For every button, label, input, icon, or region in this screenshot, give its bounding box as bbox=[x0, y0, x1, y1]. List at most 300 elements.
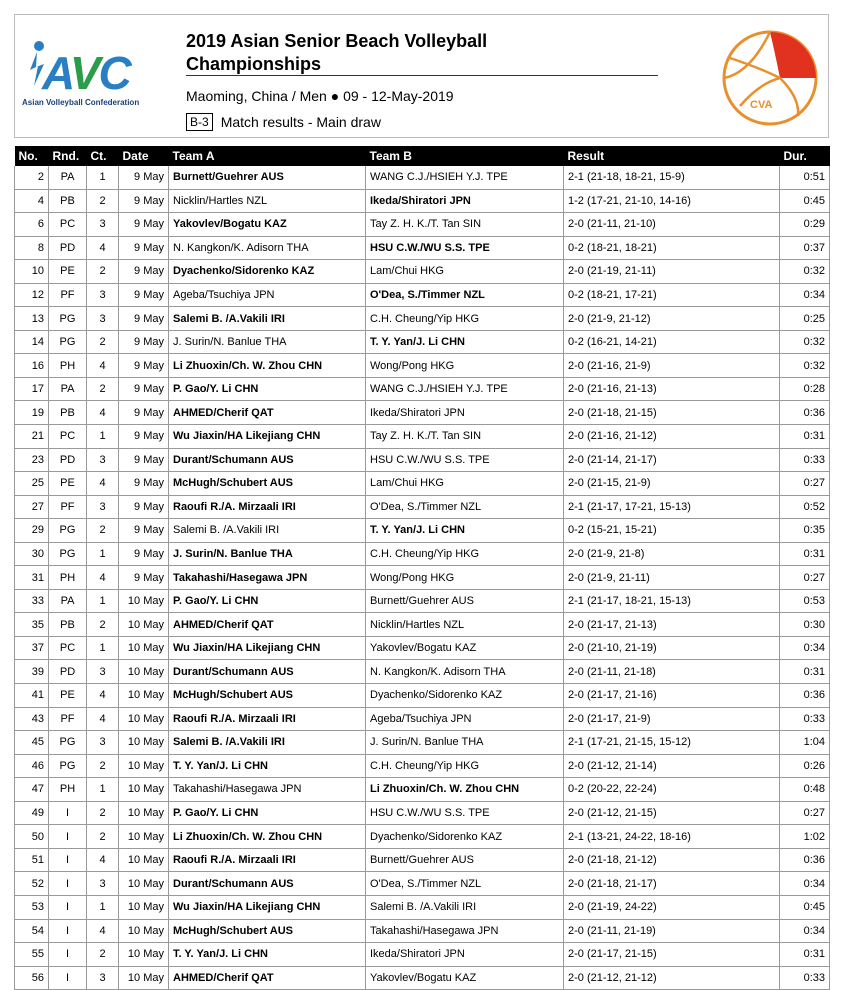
team-a: McHugh/Schubert AUS bbox=[169, 472, 366, 496]
match-number: 17 bbox=[15, 377, 49, 401]
result: 2-0 (21-17, 21-16) bbox=[564, 684, 780, 708]
result: 2-1 (17-21, 21-15, 15-12) bbox=[564, 731, 780, 755]
result: 2-0 (21-12, 21-14) bbox=[564, 754, 780, 778]
table-row bbox=[15, 425, 830, 449]
team-a: Salemi B. /A.Vakili IRI bbox=[169, 731, 366, 755]
duration: 0:37 bbox=[780, 236, 830, 260]
match-date: 9 May bbox=[119, 495, 169, 519]
round: PB bbox=[49, 401, 87, 425]
team-b: Yakovlev/Bogatu KAZ bbox=[366, 636, 564, 660]
team-b: O'Dea, S./Timmer NZL bbox=[366, 283, 564, 307]
team-a: Wu Jiaxin/HA Likejiang CHN bbox=[169, 636, 366, 660]
duration: 0:27 bbox=[780, 472, 830, 496]
court: 2 bbox=[87, 825, 119, 849]
match-number: 46 bbox=[15, 754, 49, 778]
match-date: 10 May bbox=[119, 684, 169, 708]
match-number: 52 bbox=[15, 872, 49, 896]
table-row bbox=[15, 895, 830, 919]
round: PG bbox=[49, 731, 87, 755]
match-number: 19 bbox=[15, 401, 49, 425]
match-date: 9 May bbox=[119, 236, 169, 260]
round: PC bbox=[49, 425, 87, 449]
duration: 0:33 bbox=[780, 707, 830, 731]
match-date: 9 May bbox=[119, 472, 169, 496]
round: PD bbox=[49, 448, 87, 472]
result: 0-2 (16-21, 14-21) bbox=[564, 330, 780, 354]
table-row bbox=[15, 260, 830, 284]
court: 4 bbox=[87, 707, 119, 731]
court: 3 bbox=[87, 283, 119, 307]
match-number: 6 bbox=[15, 213, 49, 237]
table-row bbox=[15, 966, 830, 990]
team-b: Lam/Chui HKG bbox=[366, 472, 564, 496]
avc-letter-v: V bbox=[69, 47, 99, 99]
team-a: Durant/Schumann AUS bbox=[169, 448, 366, 472]
table-row bbox=[15, 542, 830, 566]
team-a: Dyachenko/Sidorenko KAZ bbox=[169, 260, 366, 284]
duration: 0:31 bbox=[780, 425, 830, 449]
result: 1-2 (17-21, 21-10, 14-16) bbox=[564, 189, 780, 213]
match-number: 29 bbox=[15, 519, 49, 543]
table-row bbox=[15, 754, 830, 778]
table-row bbox=[15, 213, 830, 237]
match-date: 9 May bbox=[119, 260, 169, 284]
duration: 0:27 bbox=[780, 566, 830, 590]
match-date: 10 May bbox=[119, 754, 169, 778]
court: 3 bbox=[87, 660, 119, 684]
team-a: P. Gao/Y. Li CHN bbox=[169, 589, 366, 613]
result: 2-0 (21-9, 21-8) bbox=[564, 542, 780, 566]
col-header-team-a: Team A bbox=[169, 146, 366, 166]
match-number: 2 bbox=[15, 166, 49, 189]
match-number: 55 bbox=[15, 943, 49, 967]
table-row bbox=[15, 872, 830, 896]
round: I bbox=[49, 801, 87, 825]
team-a: AHMED/Cherif QAT bbox=[169, 401, 366, 425]
court: 3 bbox=[87, 213, 119, 237]
result: 2-1 (21-18, 18-21, 15-9) bbox=[564, 166, 780, 189]
team-a: Salemi B. /A.Vakili IRI bbox=[169, 307, 366, 331]
duration: 0:31 bbox=[780, 943, 830, 967]
team-b: Ikeda/Shiratori JPN bbox=[366, 189, 564, 213]
team-a: P. Gao/Y. Li CHN bbox=[169, 377, 366, 401]
team-a: Salemi B. /A.Vakili IRI bbox=[169, 519, 366, 543]
team-b: Ageba/Tsuchiya JPN bbox=[366, 707, 564, 731]
result: 2-0 (21-12, 21-15) bbox=[564, 801, 780, 825]
round: PH bbox=[49, 354, 87, 378]
team-b: C.H. Cheung/Yip HKG bbox=[366, 542, 564, 566]
round: I bbox=[49, 872, 87, 896]
match-date: 9 May bbox=[119, 519, 169, 543]
match-number: 56 bbox=[15, 966, 49, 990]
result: 2-0 (21-16, 21-12) bbox=[564, 425, 780, 449]
match-number: 8 bbox=[15, 236, 49, 260]
team-b: HSU C.W./WU S.S. TPE bbox=[366, 801, 564, 825]
duration: 0:33 bbox=[780, 448, 830, 472]
team-b: Tay Z. H. K./T. Tan SIN bbox=[366, 213, 564, 237]
duration: 0:34 bbox=[780, 872, 830, 896]
match-date: 9 May bbox=[119, 189, 169, 213]
table-row bbox=[15, 684, 830, 708]
round: PG bbox=[49, 542, 87, 566]
court: 4 bbox=[87, 236, 119, 260]
table-row bbox=[15, 307, 830, 331]
round: PC bbox=[49, 213, 87, 237]
vva-logo-text: CVA bbox=[750, 99, 773, 111]
result: 2-0 (21-19, 21-11) bbox=[564, 260, 780, 284]
col-header-court: Ct. bbox=[87, 146, 119, 166]
match-number: 49 bbox=[15, 801, 49, 825]
match-date: 9 May bbox=[119, 542, 169, 566]
match-date: 10 May bbox=[119, 660, 169, 684]
result: 2-0 (21-18, 21-12) bbox=[564, 848, 780, 872]
event-subtitle: Maoming, China / Men ● 09 - 12-May-2019 bbox=[186, 88, 454, 104]
team-b: O'Dea, S./Timmer NZL bbox=[366, 495, 564, 519]
result: 2-0 (21-15, 21-9) bbox=[564, 472, 780, 496]
team-b: Dyachenko/Sidorenko KAZ bbox=[366, 825, 564, 849]
team-b: C.H. Cheung/Yip HKG bbox=[366, 754, 564, 778]
duration: 0:36 bbox=[780, 848, 830, 872]
team-a: Takahashi/Hasegawa JPN bbox=[169, 566, 366, 590]
team-b: Burnett/Guehrer AUS bbox=[366, 589, 564, 613]
court: 2 bbox=[87, 519, 119, 543]
result: 2-0 (21-17, 21-13) bbox=[564, 613, 780, 637]
team-b: T. Y. Yan/J. Li CHN bbox=[366, 330, 564, 354]
table-row bbox=[15, 166, 830, 189]
round: I bbox=[49, 966, 87, 990]
table-row bbox=[15, 189, 830, 213]
match-number: 4 bbox=[15, 189, 49, 213]
team-a: Raoufi R./A. Mirzaali IRI bbox=[169, 848, 366, 872]
team-a: J. Surin/N. Banlue THA bbox=[169, 542, 366, 566]
team-b: Salemi B. /A.Vakili IRI bbox=[366, 895, 564, 919]
match-number: 45 bbox=[15, 731, 49, 755]
table-row bbox=[15, 919, 830, 943]
match-date: 9 May bbox=[119, 166, 169, 189]
court: 2 bbox=[87, 754, 119, 778]
duration: 1:02 bbox=[780, 825, 830, 849]
team-b: Li Zhuoxin/Ch. W. Zhou CHN bbox=[366, 778, 564, 802]
table-row bbox=[15, 801, 830, 825]
duration: 0:36 bbox=[780, 401, 830, 425]
match-number: 54 bbox=[15, 919, 49, 943]
doc-title: Match results - Main draw bbox=[220, 114, 381, 130]
table-header-row bbox=[15, 146, 830, 166]
col-header-team-b: Team B bbox=[366, 146, 564, 166]
match-date: 10 May bbox=[119, 801, 169, 825]
team-b: J. Surin/N. Banlue THA bbox=[366, 731, 564, 755]
court: 4 bbox=[87, 684, 119, 708]
team-b: WANG C.J./HSIEH Y.J. TPE bbox=[366, 377, 564, 401]
round: I bbox=[49, 848, 87, 872]
result: 2-0 (21-17, 21-9) bbox=[564, 707, 780, 731]
court: 2 bbox=[87, 260, 119, 284]
table-row bbox=[15, 519, 830, 543]
volleyball-icon bbox=[720, 28, 820, 128]
match-number: 30 bbox=[15, 542, 49, 566]
court: 2 bbox=[87, 801, 119, 825]
court: 3 bbox=[87, 731, 119, 755]
table-row bbox=[15, 283, 830, 307]
round: PF bbox=[49, 495, 87, 519]
duration: 0:34 bbox=[780, 636, 830, 660]
team-a: J. Surin/N. Banlue THA bbox=[169, 330, 366, 354]
round: PD bbox=[49, 660, 87, 684]
table-row bbox=[15, 636, 830, 660]
match-number: 37 bbox=[15, 636, 49, 660]
avc-caption: Asian Volleyball Confederation bbox=[22, 98, 140, 107]
round: PE bbox=[49, 472, 87, 496]
result: 2-1 (21-17, 17-21, 15-13) bbox=[564, 495, 780, 519]
duration: 0:34 bbox=[780, 919, 830, 943]
match-number: 50 bbox=[15, 825, 49, 849]
round: PG bbox=[49, 330, 87, 354]
result: 0-2 (15-21, 15-21) bbox=[564, 519, 780, 543]
match-date: 9 May bbox=[119, 213, 169, 237]
col-header-date: Date bbox=[119, 146, 169, 166]
match-date: 10 May bbox=[119, 589, 169, 613]
team-b: Ikeda/Shiratori JPN bbox=[366, 401, 564, 425]
match-number: 47 bbox=[15, 778, 49, 802]
round: PA bbox=[49, 589, 87, 613]
table-row bbox=[15, 495, 830, 519]
team-a: AHMED/Cherif QAT bbox=[169, 966, 366, 990]
table-row bbox=[15, 660, 830, 684]
result: 2-0 (21-11, 21-18) bbox=[564, 660, 780, 684]
match-date: 10 May bbox=[119, 848, 169, 872]
match-number: 33 bbox=[15, 589, 49, 613]
result: 2-0 (21-12, 21-12) bbox=[564, 966, 780, 990]
match-number: 41 bbox=[15, 684, 49, 708]
doc-code-row bbox=[186, 113, 381, 131]
team-b: T. Y. Yan/J. Li CHN bbox=[366, 519, 564, 543]
team-a: AHMED/Cherif QAT bbox=[169, 613, 366, 637]
match-number: 14 bbox=[15, 330, 49, 354]
title-line-1: 2019 Asian Senior Beach Volleyball bbox=[186, 31, 488, 51]
round: PF bbox=[49, 707, 87, 731]
team-a: McHugh/Schubert AUS bbox=[169, 684, 366, 708]
result: 2-0 (21-18, 21-15) bbox=[564, 401, 780, 425]
team-b: Dyachenko/Sidorenko KAZ bbox=[366, 684, 564, 708]
court: 4 bbox=[87, 354, 119, 378]
table-row bbox=[15, 472, 830, 496]
team-a: Raoufi R./A. Mirzaali IRI bbox=[169, 495, 366, 519]
table-row bbox=[15, 707, 830, 731]
table-row bbox=[15, 778, 830, 802]
table-row bbox=[15, 566, 830, 590]
match-date: 10 May bbox=[119, 872, 169, 896]
team-b: WANG C.J./HSIEH Y.J. TPE bbox=[366, 166, 564, 189]
team-a: Li Zhuoxin/Ch. W. Zhou CHN bbox=[169, 354, 366, 378]
match-date: 10 May bbox=[119, 943, 169, 967]
court: 3 bbox=[87, 872, 119, 896]
round: PG bbox=[49, 519, 87, 543]
result: 2-1 (13-21, 24-22, 18-16) bbox=[564, 825, 780, 849]
team-b: Ikeda/Shiratori JPN bbox=[366, 943, 564, 967]
result: 2-0 (21-16, 21-13) bbox=[564, 377, 780, 401]
match-date: 10 May bbox=[119, 636, 169, 660]
match-date: 9 May bbox=[119, 307, 169, 331]
court: 1 bbox=[87, 166, 119, 189]
duration: 0:35 bbox=[780, 519, 830, 543]
result: 2-0 (21-11, 21-19) bbox=[564, 919, 780, 943]
table-body bbox=[15, 166, 830, 990]
result: 0-2 (18-21, 18-21) bbox=[564, 236, 780, 260]
round: PC bbox=[49, 636, 87, 660]
team-b: Nicklin/Hartles NZL bbox=[366, 613, 564, 637]
result: 2-0 (21-17, 21-15) bbox=[564, 943, 780, 967]
team-a: Takahashi/Hasegawa JPN bbox=[169, 778, 366, 802]
court: 1 bbox=[87, 895, 119, 919]
result: 2-0 (21-11, 21-10) bbox=[564, 213, 780, 237]
court: 4 bbox=[87, 919, 119, 943]
match-date: 10 May bbox=[119, 613, 169, 637]
match-number: 53 bbox=[15, 895, 49, 919]
court: 2 bbox=[87, 330, 119, 354]
round: I bbox=[49, 943, 87, 967]
table-row bbox=[15, 943, 830, 967]
title-line-2: Championships bbox=[186, 54, 322, 74]
team-a: Burnett/Guehrer AUS bbox=[169, 166, 366, 189]
avc-letter-a: A bbox=[42, 47, 70, 99]
court: 4 bbox=[87, 848, 119, 872]
match-date: 9 May bbox=[119, 377, 169, 401]
duration: 0:28 bbox=[780, 377, 830, 401]
court: 2 bbox=[87, 613, 119, 637]
team-b: Wong/Pong HKG bbox=[366, 354, 564, 378]
team-a: T. Y. Yan/J. Li CHN bbox=[169, 943, 366, 967]
round: PE bbox=[49, 260, 87, 284]
col-header-duration: Dur. bbox=[780, 146, 830, 166]
team-b: Tay Z. H. K./T. Tan SIN bbox=[366, 425, 564, 449]
result: 0-2 (20-22, 22-24) bbox=[564, 778, 780, 802]
table-row bbox=[15, 825, 830, 849]
duration: 0:33 bbox=[780, 966, 830, 990]
duration: 0:31 bbox=[780, 542, 830, 566]
duration: 0:30 bbox=[780, 613, 830, 637]
match-date: 9 May bbox=[119, 330, 169, 354]
duration: 0:31 bbox=[780, 660, 830, 684]
team-b: HSU C.W./WU S.S. TPE bbox=[366, 236, 564, 260]
table-row bbox=[15, 589, 830, 613]
table-row bbox=[15, 377, 830, 401]
team-b: Yakovlev/Bogatu KAZ bbox=[366, 966, 564, 990]
team-b: C.H. Cheung/Yip HKG bbox=[366, 307, 564, 331]
team-a: N. Kangkon/K. Adisorn THA bbox=[169, 236, 366, 260]
team-a: Nicklin/Hartles NZL bbox=[169, 189, 366, 213]
team-a: Yakovlev/Bogatu KAZ bbox=[169, 213, 366, 237]
table-row bbox=[15, 354, 830, 378]
team-a: Durant/Schumann AUS bbox=[169, 660, 366, 684]
table-row bbox=[15, 613, 830, 637]
duration: 0:52 bbox=[780, 495, 830, 519]
match-number: 31 bbox=[15, 566, 49, 590]
round: PH bbox=[49, 566, 87, 590]
duration: 0:51 bbox=[780, 166, 830, 189]
match-number: 23 bbox=[15, 448, 49, 472]
match-number: 27 bbox=[15, 495, 49, 519]
col-header-result: Result bbox=[564, 146, 780, 166]
match-date: 10 May bbox=[119, 895, 169, 919]
duration: 0:34 bbox=[780, 283, 830, 307]
court: 3 bbox=[87, 966, 119, 990]
duration: 0:32 bbox=[780, 354, 830, 378]
team-a: Wu Jiaxin/HA Likejiang CHN bbox=[169, 895, 366, 919]
court: 3 bbox=[87, 495, 119, 519]
result: 2-0 (21-18, 21-17) bbox=[564, 872, 780, 896]
match-date: 9 May bbox=[119, 448, 169, 472]
round: I bbox=[49, 825, 87, 849]
court: 1 bbox=[87, 636, 119, 660]
match-number: 10 bbox=[15, 260, 49, 284]
result: 2-0 (21-9, 21-12) bbox=[564, 307, 780, 331]
duration: 0:32 bbox=[780, 330, 830, 354]
table-row bbox=[15, 448, 830, 472]
round: PE bbox=[49, 684, 87, 708]
match-number: 13 bbox=[15, 307, 49, 331]
match-date: 9 May bbox=[119, 283, 169, 307]
match-date: 10 May bbox=[119, 731, 169, 755]
court: 4 bbox=[87, 401, 119, 425]
avc-letters bbox=[42, 46, 130, 100]
round: PB bbox=[49, 189, 87, 213]
col-header-round: Rnd. bbox=[49, 146, 87, 166]
court: 2 bbox=[87, 943, 119, 967]
team-a: T. Y. Yan/J. Li CHN bbox=[169, 754, 366, 778]
round: PB bbox=[49, 613, 87, 637]
match-date: 10 May bbox=[119, 778, 169, 802]
court: 3 bbox=[87, 448, 119, 472]
title-divider bbox=[186, 75, 658, 76]
team-b: Wong/Pong HKG bbox=[366, 566, 564, 590]
duration: 0:45 bbox=[780, 895, 830, 919]
team-b: Burnett/Guehrer AUS bbox=[366, 848, 564, 872]
team-a: Wu Jiaxin/HA Likejiang CHN bbox=[169, 425, 366, 449]
match-number: 16 bbox=[15, 354, 49, 378]
round: PA bbox=[49, 377, 87, 401]
table-row bbox=[15, 848, 830, 872]
round: PH bbox=[49, 778, 87, 802]
avc-logo bbox=[22, 40, 172, 120]
match-number: 12 bbox=[15, 283, 49, 307]
court: 2 bbox=[87, 377, 119, 401]
match-date: 9 May bbox=[119, 566, 169, 590]
duration: 0:32 bbox=[780, 260, 830, 284]
match-number: 21 bbox=[15, 425, 49, 449]
court: 2 bbox=[87, 189, 119, 213]
col-header-no: No. bbox=[15, 146, 49, 166]
team-b: HSU C.W./WU S.S. TPE bbox=[366, 448, 564, 472]
page-title bbox=[186, 30, 487, 76]
team-b: Takahashi/Hasegawa JPN bbox=[366, 919, 564, 943]
match-date: 9 May bbox=[119, 401, 169, 425]
court: 1 bbox=[87, 425, 119, 449]
team-b: N. Kangkon/K. Adisorn THA bbox=[366, 660, 564, 684]
team-b: O'Dea, S./Timmer NZL bbox=[366, 872, 564, 896]
duration: 0:27 bbox=[780, 801, 830, 825]
result: 0-2 (18-21, 17-21) bbox=[564, 283, 780, 307]
match-date: 10 May bbox=[119, 966, 169, 990]
round: PF bbox=[49, 283, 87, 307]
duration: 0:45 bbox=[780, 189, 830, 213]
court: 4 bbox=[87, 472, 119, 496]
match-number: 43 bbox=[15, 707, 49, 731]
round: PG bbox=[49, 754, 87, 778]
round: PG bbox=[49, 307, 87, 331]
round: I bbox=[49, 895, 87, 919]
round: PD bbox=[49, 236, 87, 260]
table-row bbox=[15, 236, 830, 260]
